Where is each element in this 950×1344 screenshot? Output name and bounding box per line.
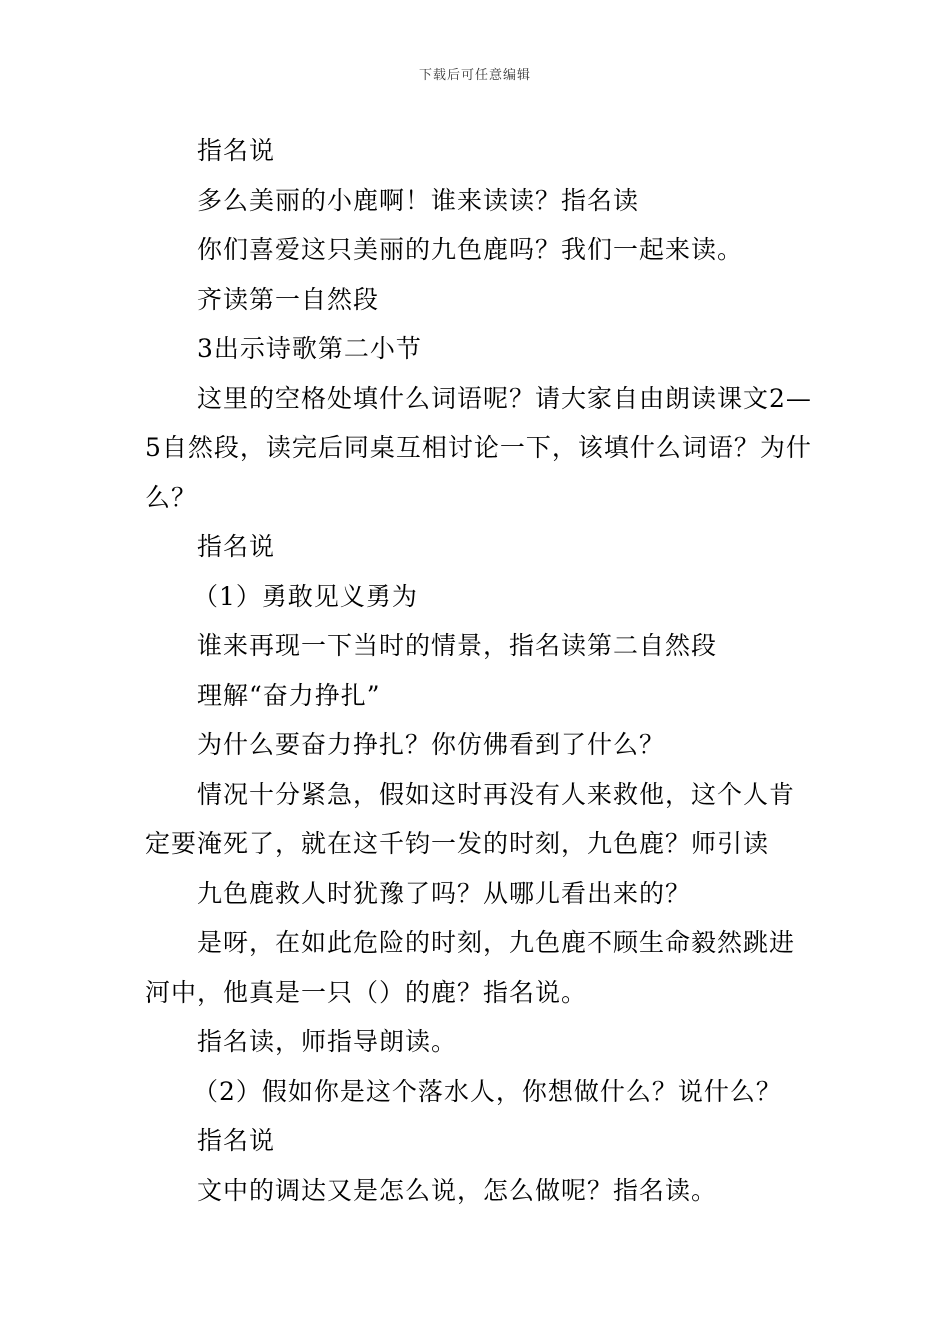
- paragraph: 指名说: [197, 1126, 276, 1155]
- paragraph: 指名说: [197, 532, 276, 561]
- paragraph: 多么美丽的小鹿啊！谁来读读？指名读: [197, 185, 640, 215]
- paragraph: （1）勇敢见义勇为: [193, 581, 418, 611]
- paragraph: 指名读，师指导朗读。: [197, 1027, 458, 1056]
- paragraph: 齐读第一自然段: [197, 284, 380, 314]
- paragraph: 理解“奋力挣扎”: [197, 680, 381, 710]
- paragraph: 谁来再现一下当时的情景，指名读第二自然段: [197, 631, 718, 660]
- paragraph: 情况十分紧急，假如这时再没有人来救他，这个人肯定要淹死了，就在这千钧一发的时刻，九色鹿？师引读: [145, 779, 796, 858]
- page-header: 下载后可任意编辑: [418, 68, 531, 83]
- paragraph: 这里的空格处填什么词语呢？请大家自由朗读课文2—5自然段，读完后同桌互相讨论一下，该填什么词语？为什么？: [145, 383, 812, 512]
- paragraph: 文中的调达又是怎么说，怎么做呢？指名读。: [197, 1175, 718, 1205]
- paragraph: 指名说: [197, 136, 276, 165]
- paragraph: 九色鹿救人时犹豫了吗？从哪儿看出来的？: [197, 878, 692, 908]
- paragraph: （2）假如你是这个落水人，你想做什么？说什么？: [193, 1076, 782, 1106]
- paragraph: 为什么要奋力挣扎？你仿佛看到了什么？: [197, 730, 666, 759]
- document-body: [145, 126, 813, 1215]
- paragraph: 3出示诗歌第二小节: [197, 334, 422, 363]
- paragraph: 你们喜爱这只美丽的九色鹿吗？我们一起来读。: [197, 235, 744, 264]
- paragraph: 是呀，在如此危险的时刻，九色鹿不顾生命毅然跳进河中，他真是一只（）的鹿？指名说。: [145, 928, 796, 1007]
